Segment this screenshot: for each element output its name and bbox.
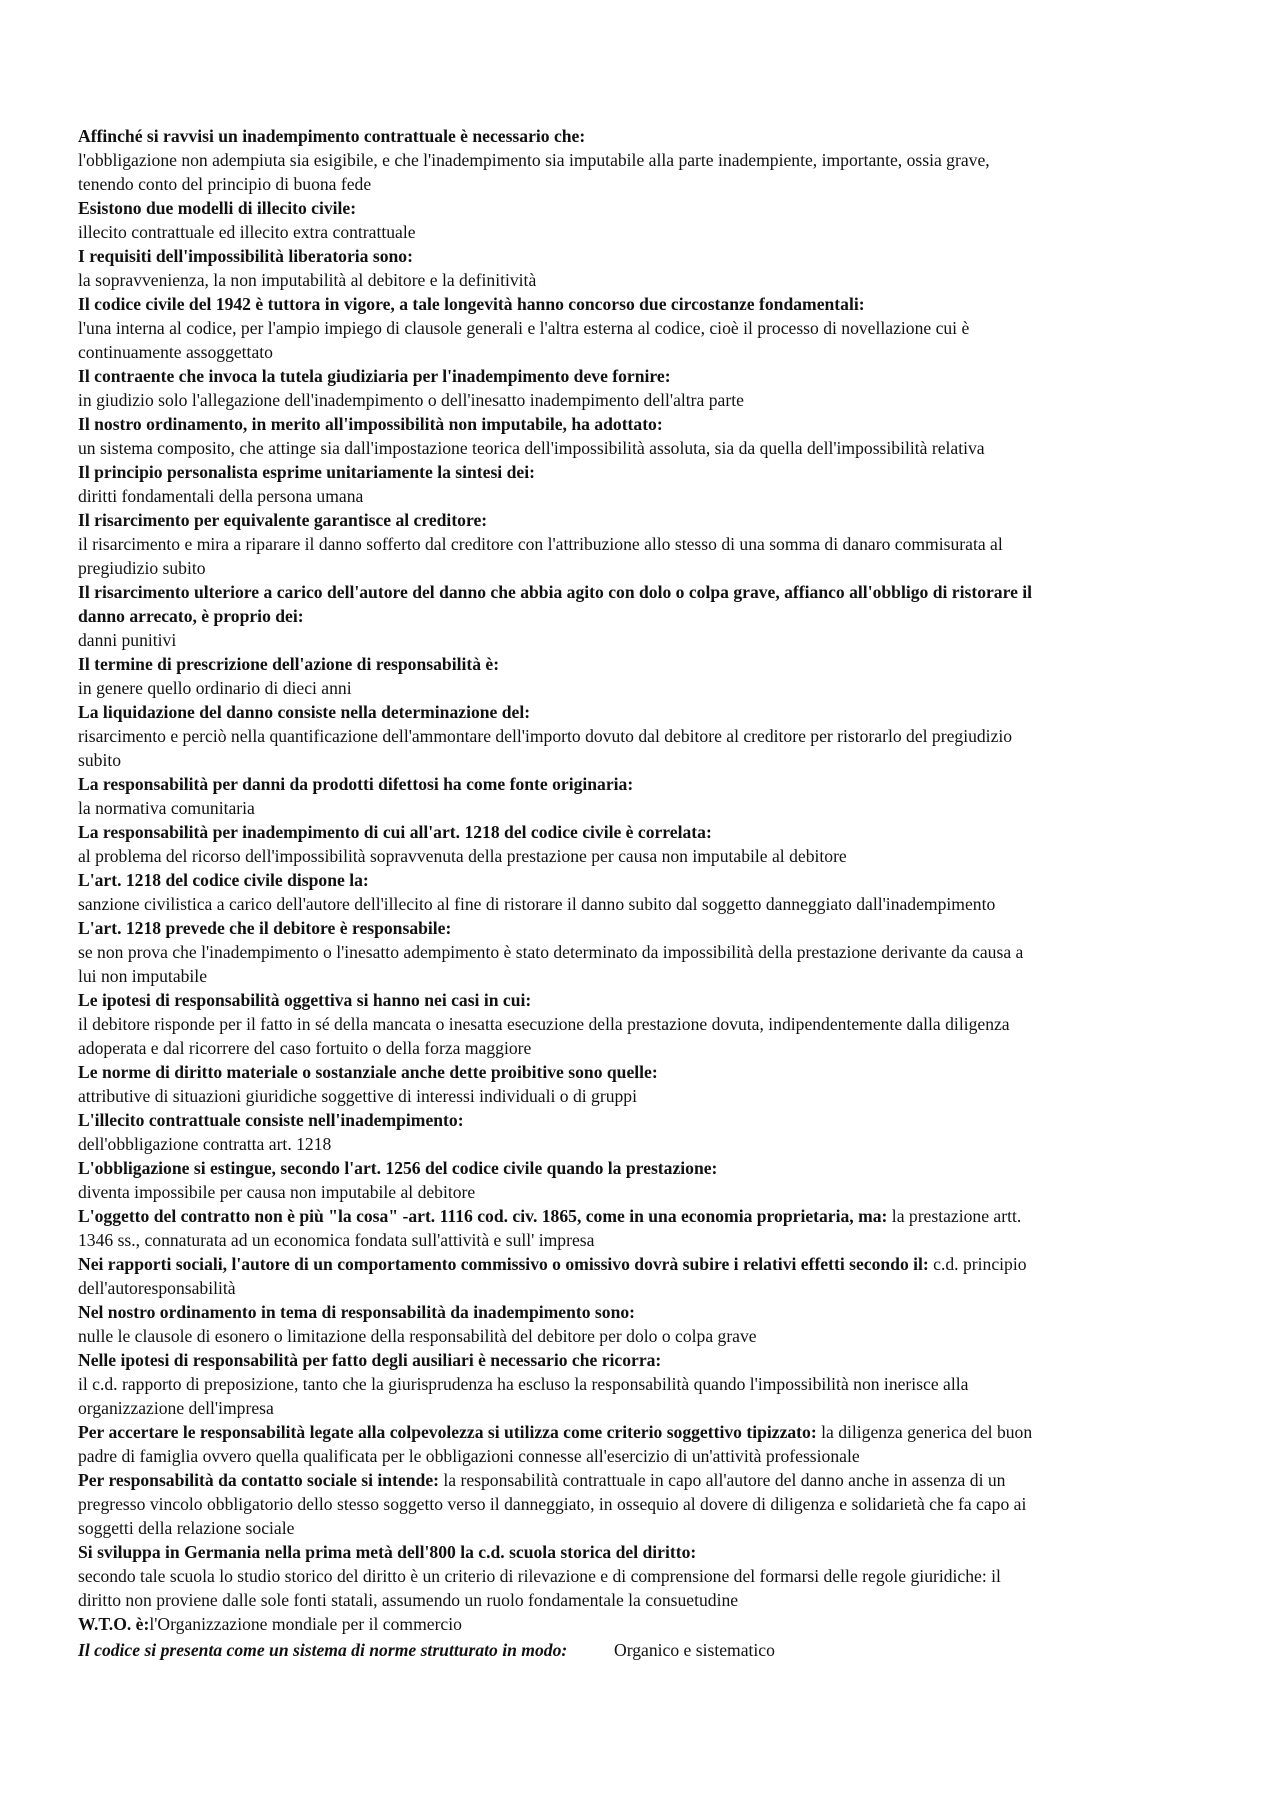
question: W.T.O. è: (78, 1614, 150, 1634)
qa-entry (78, 580, 1038, 652)
qa-entry (78, 916, 1038, 988)
qa-entry (78, 1204, 1038, 1252)
answer: diritti fondamentali della persona umana (78, 486, 364, 506)
qa-entry (78, 652, 1038, 700)
question: Il risarcimento ulteriore a carico dell'autore del danno che abbia agito con dolo o colpa grave, affianco all'obbligo di ristorare il danno arrecato, è proprio dei: (78, 582, 1033, 626)
question: La responsabilità per inadempimento di cui all'art. 1218 del codice civile è correlata: (78, 822, 712, 842)
answer: la sopravvenienza, la non imputabilità al debitore e la definitività (78, 270, 537, 290)
answer: secondo tale scuola lo studio storico del diritto è un criterio di rilevazione e di comprensione del formarsi delle regole giuridiche: il diritto non proviene dalle sole fonti statali, assumendo un ruolo fondamentale la consuetudine (78, 1566, 1001, 1610)
qa-entry (78, 700, 1038, 772)
qa-entry (78, 292, 1038, 364)
answer: la diligenza generica del buon padre di famiglia ovvero quella qualificata per le obbligazioni connesse all'esercizio di un'attività professionale (78, 1422, 1033, 1466)
qa-entry (78, 1612, 1038, 1636)
question: L'illecito contrattuale consiste nell'inadempimento: (78, 1110, 464, 1130)
answer: il c.d. rapporto di preposizione, tanto che la giurisprudenza ha escluso la responsabilità quando l'impossibilità non inerisce alla organizzazione dell'impresa (78, 1374, 969, 1418)
question: Per responsabilità da contatto sociale si intende: (78, 1470, 439, 1490)
answer: al problema del ricorso dell'impossibilità sopravvenuta della prestazione per causa non imputabile al debitore (78, 846, 847, 866)
answer: in giudizio solo l'allegazione dell'inadempimento o dell'inesatto inadempimento dell'altra parte (78, 390, 744, 410)
answer: l'Organizzazione mondiale per il commercio (149, 1614, 462, 1634)
qa-entry (78, 1108, 1038, 1156)
qa-entry (78, 124, 1038, 196)
question: L'obbligazione si estingue, secondo l'art. 1256 del codice civile quando la prestazione: (78, 1158, 718, 1178)
document-page (78, 124, 1038, 1662)
question: Il contraente che invoca la tutela giudiziaria per l'inadempimento deve fornire: (78, 366, 671, 386)
answer: l'una interna al codice, per l'ampio impiego di clausole generali e l'altra esterna al codice, cioè il processo di novellazione cui è continuamente assoggettato (78, 318, 970, 362)
qa-entry (78, 1540, 1038, 1612)
answer: risarcimento e perciò nella quantificazione dell'ammontare dell'importo dovuto dal debitore al creditore per ristorarlo del pregiudizio subito (78, 726, 1013, 770)
question: Le norme di diritto materiale o sostanziale anche dette proibitive sono quelle: (78, 1062, 658, 1082)
question: L'art. 1218 del codice civile dispone la: (78, 870, 369, 890)
answer: l'obbligazione non adempiuta sia esigibile, e che l'inadempimento sia imputabile alla parte inadempiente, importante, ossia grave, tenendo conto del principio di buona fede (78, 150, 990, 194)
answer: sanzione civilistica a carico dell'autore dell'illecito al fine di ristorare il danno subito dal soggetto danneggiato dall'inadempimento (78, 894, 996, 914)
question: L'art. 1218 prevede che il debitore è responsabile: (78, 918, 452, 938)
question: Il codice civile del 1942 è tuttora in vigore, a tale longevità hanno concorso due circostanze fondamentali: (78, 294, 865, 314)
answer: la normativa comunitaria (78, 798, 255, 818)
qa-entry (78, 772, 1038, 820)
qa-entry (78, 1420, 1038, 1468)
question: Per accertare le responsabilità legate alla colpevolezza si utilizza come criterio soggettivo tipizzato: (78, 1422, 817, 1442)
answer: illecito contrattuale ed illecito extra contrattuale (78, 222, 416, 242)
question: Esistono due modelli di illecito civile: (78, 198, 357, 218)
qa-entry (78, 412, 1038, 460)
question: I requisiti dell'impossibilità liberatoria sono: (78, 246, 413, 266)
qa-entry (78, 1156, 1038, 1204)
answer: nulle le clausole di esonero o limitazione della responsabilità del debitore per dolo o colpa grave (78, 1326, 757, 1346)
qa-entry (78, 1300, 1038, 1348)
answer: in genere quello ordinario di dieci anni (78, 678, 352, 698)
qa-entry (78, 988, 1038, 1060)
question: L'oggetto del contratto non è più "la cosa" -art. 1116 cod. civ. 1865, come in una economia proprietaria, ma: (78, 1206, 888, 1226)
qa-entry (78, 196, 1038, 244)
answer: c.d. principio dell'autoresponsabilità (78, 1254, 1027, 1298)
qa-entry (78, 1252, 1038, 1300)
answer: dell'obbligazione contratta art. 1218 (78, 1134, 332, 1154)
qa-entry (78, 1468, 1038, 1540)
question: Affinché si ravvisi un inadempimento contrattuale è necessario che: (78, 126, 586, 146)
qa-entry (78, 1348, 1038, 1420)
final-entry (78, 1638, 1038, 1662)
qa-list (78, 124, 1038, 1636)
question: Nei rapporti sociali, l'autore di un comportamento commissivo o omissivo dovrà subire i relativi effetti secondo il: (78, 1254, 929, 1274)
question: Nelle ipotesi di responsabilità per fatto degli ausiliari è necessario che ricorra: (78, 1350, 662, 1370)
question: Il principio personalista esprime unitariamente la sintesi dei: (78, 462, 535, 482)
answer: diventa impossibile per causa non imputabile al debitore (78, 1182, 476, 1202)
question: La responsabilità per danni da prodotti difettosi ha come fonte originaria: (78, 774, 634, 794)
final-answer: Organico e sistematico (614, 1640, 775, 1660)
answer: danni punitivi (78, 630, 177, 650)
answer: un sistema composito, che attinge sia dall'impostazione teorica dell'impossibilità assoluta, sia da quella dell'impossibilità relativa (78, 438, 985, 458)
answer: la responsabilità contrattuale in capo all'autore del danno anche in assenza di un pregresso vincolo obbligatorio dello stesso soggetto verso il danneggiato, in ossequio al dovere di diligenza e solidarietà che fa capo ai soggetti della relazione sociale (78, 1470, 1027, 1538)
qa-entry (78, 508, 1038, 580)
qa-entry (78, 460, 1038, 508)
question: Il nostro ordinamento, in merito all'impossibilità non imputabile, ha adottato: (78, 414, 663, 434)
qa-entry (78, 1060, 1038, 1108)
question: Le ipotesi di responsabilità oggettiva si hanno nei casi in cui: (78, 990, 532, 1010)
answer: il debitore risponde per il fatto in sé della mancata o inesatta esecuzione della prestazione dovuta, indipendentemente dalla diligenza adoperata e dal ricorrere del caso fortuito o della forza maggiore (78, 1014, 1010, 1058)
question: La liquidazione del danno consiste nella determinazione del: (78, 702, 531, 722)
final-question: Il codice si presenta come un sistema di norme strutturato in modo: (78, 1640, 568, 1660)
answer: la prestazione artt. 1346 ss., connaturata ad un economica fondata sull'attività e sull' impresa (78, 1206, 1022, 1250)
answer: attributive di situazioni giuridiche soggettive di interessi individuali o di gruppi (78, 1086, 637, 1106)
qa-entry (78, 868, 1038, 916)
question: Nel nostro ordinamento in tema di responsabilità da inadempimento sono: (78, 1302, 636, 1322)
answer: il risarcimento e mira a riparare il danno sofferto dal creditore con l'attribuzione allo stesso di una somma di danaro commisurata al pregiudizio subito (78, 534, 1003, 578)
qa-entry (78, 820, 1038, 868)
question: Il termine di prescrizione dell'azione di responsabilità è: (78, 654, 500, 674)
answer: se non prova che l'inadempimento o l'inesatto adempimento è stato determinato da impossibilità della prestazione derivante da causa a lui non imputabile (78, 942, 1024, 986)
question: Si sviluppa in Germania nella prima metà dell'800 la c.d. scuola storica del diritto: (78, 1542, 697, 1562)
qa-entry (78, 244, 1038, 292)
question: Il risarcimento per equivalente garantisce al creditore: (78, 510, 488, 530)
qa-entry (78, 364, 1038, 412)
